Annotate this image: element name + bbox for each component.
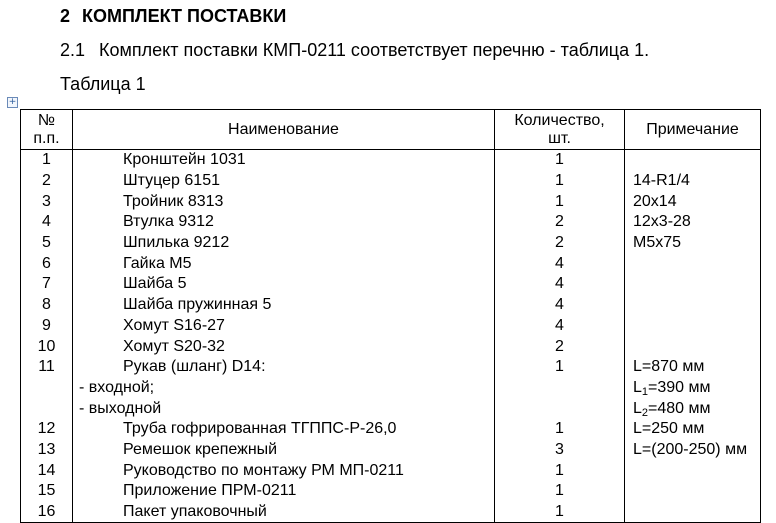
cell-quantity: 1: [495, 191, 625, 212]
table-header-row: [21, 110, 761, 150]
cell-name: Шайба 5: [73, 274, 495, 295]
table-row: [21, 398, 761, 419]
cell-name: Труба гофрированная ТГППС-Р-26,0: [73, 419, 495, 440]
cell-number: 9: [21, 316, 73, 337]
cell-note: [625, 502, 761, 523]
cell-name: Шайба пружинная 5: [73, 295, 495, 316]
cell-note: $L_2=480$ мм: [625, 398, 761, 419]
cell-number: 10: [21, 336, 73, 357]
cell-name: Пакет упаковочный: [73, 502, 495, 523]
cell-number: 1: [21, 150, 73, 171]
cell-note: 20х14: [625, 191, 761, 212]
cell-quantity: [495, 378, 625, 399]
cell-name: Хомут S20-32: [73, 336, 495, 357]
paragraph-number: 2.1: [60, 40, 86, 60]
cell-note: [625, 316, 761, 337]
cell-note: 14-R1/4: [625, 171, 761, 192]
cell-number: 13: [21, 440, 73, 461]
cell-name: Приложение ПРМ-0211: [73, 481, 495, 502]
table-row: [21, 440, 761, 461]
cell-quantity: 1: [495, 357, 625, 378]
header-note: Примечание: [625, 110, 761, 150]
cell-quantity: 4: [495, 253, 625, 274]
cell-note: [625, 295, 761, 316]
table-row: [21, 316, 761, 337]
cell-name: Втулка 9312: [73, 212, 495, 233]
section-title: КОМПЛЕКТ ПОСТАВКИ: [82, 6, 287, 26]
section-number: 2: [60, 6, 71, 26]
table-move-handle-icon[interactable]: +: [8, 97, 17, 107]
cell-note: [625, 460, 761, 481]
cell-note: [625, 150, 761, 171]
table-caption: Таблица 1: [60, 74, 146, 94]
cell-quantity: 1: [495, 502, 625, 523]
cell-note: [625, 336, 761, 357]
cell-number: 7: [21, 274, 73, 295]
cell-name: Шпилька 9212: [73, 233, 495, 254]
cell-name: Ремешок крепежный: [73, 440, 495, 461]
cell-number: 16: [21, 502, 73, 523]
table-row: [21, 295, 761, 316]
cell-number: 3: [21, 191, 73, 212]
cell-note: M5х75: [625, 233, 761, 254]
cell-quantity: 4: [495, 316, 625, 337]
cell-quantity: 2: [495, 233, 625, 254]
cell-quantity: 4: [495, 274, 625, 295]
cell-number: 8: [21, 295, 73, 316]
table-row: [21, 274, 761, 295]
header-number: № п.п.: [21, 110, 73, 150]
cell-number: 14: [21, 460, 73, 481]
table-row: [21, 502, 761, 523]
table-row: [21, 336, 761, 357]
table-row: [21, 460, 761, 481]
cell-number: 11: [21, 357, 73, 378]
cell-quantity: 4: [495, 295, 625, 316]
cell-note: L=(200-250) мм: [625, 440, 761, 461]
cell-quantity: 1: [495, 460, 625, 481]
cell-quantity: 1: [495, 150, 625, 171]
cell-name: Руководство по монтажу РМ МП-0211: [73, 460, 495, 481]
header-name: Наименование: [73, 110, 495, 150]
cell-name: Тройник 8313: [73, 191, 495, 212]
cell-quantity: 2: [495, 212, 625, 233]
table-row: [21, 150, 761, 171]
cell-note: 12х3-28: [625, 212, 761, 233]
cell-name: Гайка М5: [73, 253, 495, 274]
cell-quantity: 3: [495, 440, 625, 461]
cell-number: [21, 378, 73, 399]
cell-quantity: 1: [495, 481, 625, 502]
delivery-set-table: [20, 109, 761, 523]
cell-name: Рукав (шланг) D14:: [73, 357, 495, 378]
table-row: [21, 233, 761, 254]
cell-number: 5: [21, 233, 73, 254]
cell-note: L=870 мм: [625, 357, 761, 378]
table-row: [21, 212, 761, 233]
cell-number: 4: [21, 212, 73, 233]
cell-quantity: 1: [495, 171, 625, 192]
section-heading: [60, 6, 286, 27]
cell-note: $L_1=390$ мм: [625, 378, 761, 399]
table-row: [21, 481, 761, 502]
paragraph: [60, 40, 649, 61]
cell-quantity: 1: [495, 419, 625, 440]
table-row: [21, 253, 761, 274]
cell-name: - выходной: [73, 398, 495, 419]
cell-note: L=250 мм: [625, 419, 761, 440]
cell-quantity: [495, 398, 625, 419]
header-quantity: Количество, шт.: [495, 110, 625, 150]
table-row: [21, 191, 761, 212]
cell-name: Хомут S16-27: [73, 316, 495, 337]
cell-note: [625, 481, 761, 502]
cell-name: Штуцер 6151: [73, 171, 495, 192]
cell-number: 12: [21, 419, 73, 440]
cell-name: Кронштейн 1031: [73, 150, 495, 171]
paragraph-text: Комплект поставки КМП-0211 соответствует перечню - таблица 1.: [99, 40, 650, 60]
cell-number: 6: [21, 253, 73, 274]
table-row: [21, 419, 761, 440]
cell-number: [21, 398, 73, 419]
cell-quantity: 2: [495, 336, 625, 357]
cell-number: 15: [21, 481, 73, 502]
cell-name: - входной;: [73, 378, 495, 399]
cell-number: 2: [21, 171, 73, 192]
table-row: [21, 357, 761, 378]
cell-note: [625, 274, 761, 295]
table-row: [21, 378, 761, 399]
cell-note: [625, 253, 761, 274]
table-row: [21, 171, 761, 192]
